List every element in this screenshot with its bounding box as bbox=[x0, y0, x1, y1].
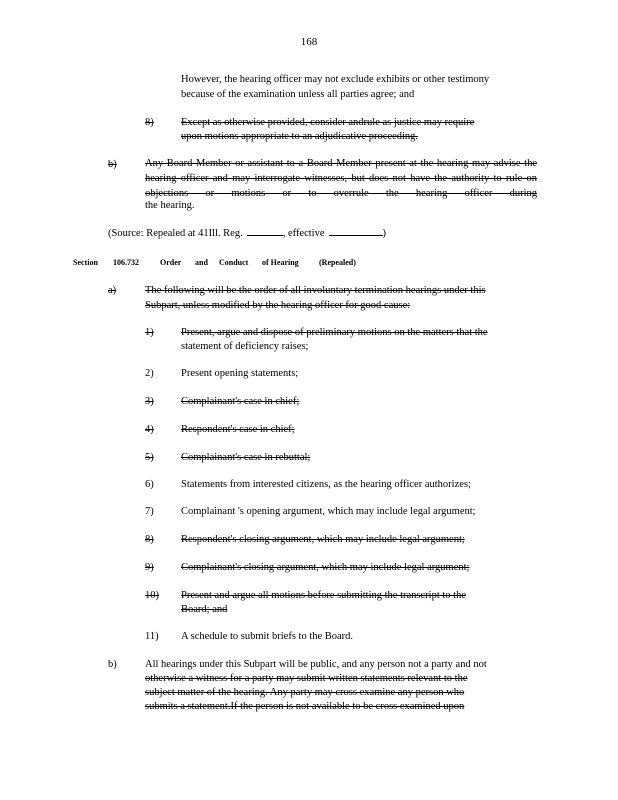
list-item-number: 6) bbox=[145, 479, 154, 490]
list-item-text: Statements from interested citizens, as the hearing officer authorizes; bbox=[181, 479, 471, 490]
item-b2-line-3: subject matter of the hearing. Any party may cross examine any person who bbox=[145, 687, 465, 698]
item-b2-line-1: All hearings under this Subpart will be public, and any person not a party and not bbox=[145, 659, 487, 670]
continuation-line-2: because of the examination unless all parties agree; and bbox=[181, 89, 415, 100]
list-item-number: 1) bbox=[145, 327, 154, 338]
list-item-number: 3) bbox=[145, 396, 154, 407]
list-item-struck: Complainant's case in chief; bbox=[181, 396, 300, 407]
page-number: 168 bbox=[300, 36, 318, 48]
list-item-struck: Board; and bbox=[181, 604, 228, 615]
section-title-4: of Hearing bbox=[262, 258, 299, 267]
list-item-text: Complainant 's opening argument, which may include legal argument; bbox=[181, 506, 476, 517]
section-title-1: Order bbox=[160, 258, 182, 267]
item-b2-line-2: otherwise a witness for a party may submit written statements relevant to the bbox=[145, 673, 468, 684]
list-item-struck: Present, argue and dispose of preliminary motions on the matters that the bbox=[181, 327, 488, 338]
item-b-text: Any Board Member or assistant to a Board Member present at the hearing may advise the hearing officer and may interrogate witnesses, but does not have the authority to rule on objections or motions or to overrule the hearing officer during bbox=[145, 158, 537, 199]
list-item-struck: Respondent's case in chief; bbox=[181, 424, 295, 435]
list-item-number: 10) bbox=[145, 590, 159, 601]
item-b2-line-4 bbox=[145, 700, 464, 713]
continuation-line-1: However, the hearing officer may not exclude exhibits or other testimony bbox=[181, 74, 490, 85]
section-status: (Repealed) bbox=[319, 258, 356, 267]
item-b2-mixed-part: If the person is not available to be cross examined upon bbox=[230, 701, 465, 712]
item-b2-number: b) bbox=[108, 659, 117, 670]
item-a-number: a) bbox=[108, 285, 117, 296]
item-8-number: 8) bbox=[145, 117, 154, 128]
list-item-number: 4) bbox=[145, 424, 154, 435]
item-a-line-1: The following will be the order of all involuntary termination hearings under this bbox=[145, 285, 486, 296]
list-item-number: 5) bbox=[145, 452, 154, 463]
item-a-line-2: Subpart, unless modified by the hearing officer for good cause: bbox=[145, 300, 411, 311]
list-item-number: 7) bbox=[145, 506, 154, 517]
section-number: 106.732 bbox=[113, 258, 139, 267]
section-title-3: Conduct bbox=[219, 258, 249, 267]
reg-blank bbox=[247, 226, 283, 236]
list-item-text: Present opening statements; bbox=[181, 368, 299, 379]
section-label: Section bbox=[73, 258, 98, 267]
list-item-struck: Present and argue all motions before submitting the transcript to the bbox=[181, 590, 466, 601]
list-item-text: A schedule to submit briefs to the Board. bbox=[181, 631, 354, 642]
source-suffix: ) bbox=[382, 228, 386, 239]
effective-blank bbox=[329, 226, 383, 236]
list-item-struck: Complainant's case in rebuttal; bbox=[181, 452, 311, 463]
list-item-number: 8) bbox=[145, 534, 154, 545]
item-8-line-2: upon motions appropriate to an adjudicative proceeding. bbox=[181, 131, 419, 142]
item-b-number: b) bbox=[108, 159, 117, 170]
item-b2-struck-part: submits a statement. bbox=[145, 701, 231, 712]
item-b-tail: the hearing. bbox=[145, 200, 195, 211]
source-mid: , effective bbox=[282, 228, 325, 239]
source-prefix: (Source: Repealed at 41Ill. Reg. bbox=[108, 228, 243, 239]
item-8-line-1: Except as otherwise provided, consider andrule as justice may require bbox=[181, 117, 475, 128]
source-note bbox=[108, 226, 386, 240]
list-item-number: 9) bbox=[145, 562, 154, 573]
list-item-text: statement of deficiency raises; bbox=[181, 341, 309, 352]
section-title-2: and bbox=[195, 258, 208, 267]
list-item-number: 11) bbox=[145, 631, 159, 642]
list-item-number: 2) bbox=[145, 368, 154, 379]
list-item-struck: Complainant's closing argument, which may include legal argument; bbox=[181, 562, 470, 573]
list-item-struck: Respondent's closing argument, which may include legal argument; bbox=[181, 534, 465, 545]
